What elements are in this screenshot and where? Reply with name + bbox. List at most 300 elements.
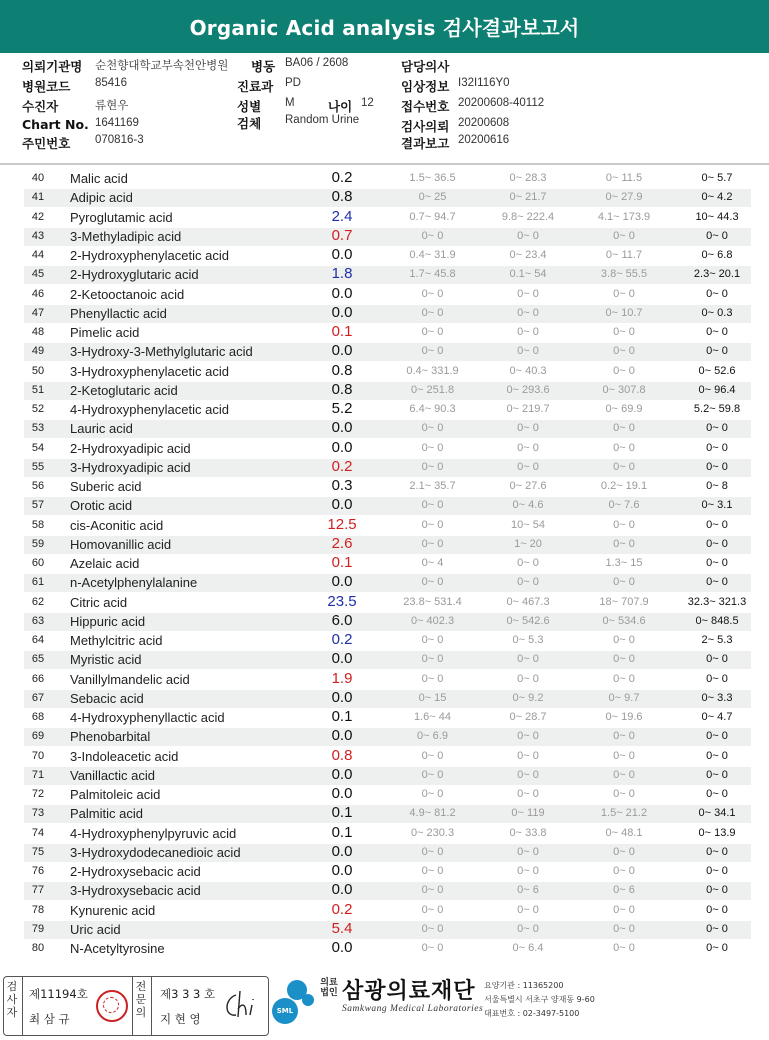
reference-range-2: 0~ 0 xyxy=(517,326,539,338)
reference-range-2: 0~ 0 xyxy=(517,653,539,666)
table-row xyxy=(0,902,769,921)
result-value: 0.0 xyxy=(331,688,353,706)
reference-range-1: 0~ 0 xyxy=(421,326,444,338)
reference-range-2: 0~ 23.4 xyxy=(509,249,547,261)
analyte-name: Hippuric acid xyxy=(70,613,146,629)
report-label: 결과보고 xyxy=(401,136,450,151)
analyte-name: Homovanillic acid xyxy=(70,536,172,552)
reference-range-1: 0~ 0 xyxy=(421,922,444,935)
reference-range-1: 0~ 0 xyxy=(421,653,444,666)
reference-range-4: 5.2~ 59.8 xyxy=(693,403,741,415)
sex-value: M xyxy=(285,97,295,109)
name-value: 류현우 xyxy=(95,100,129,112)
reference-range-1: 0~ 0 xyxy=(421,845,444,858)
reference-range-3: 0~ 0 xyxy=(613,845,635,858)
row-number: 42 xyxy=(31,210,45,223)
reference-range-3: 4.1~ 173.9 xyxy=(597,210,651,223)
table-row xyxy=(0,825,769,844)
table-row xyxy=(0,632,769,651)
reference-range-4: 0~ 5.7 xyxy=(701,172,733,184)
row-number: 49 xyxy=(31,345,45,358)
results-table xyxy=(0,170,769,959)
reference-range-2: 0~ 28.3 xyxy=(509,172,547,184)
reference-range-3: 0~ 0 xyxy=(613,922,635,935)
analyte-name: Azelaic acid xyxy=(70,556,140,571)
reference-range-2: 0~ 0 xyxy=(517,576,539,589)
analyte-name: 2-Ketoglutaric acid xyxy=(70,382,178,398)
analyte-name: 2-Hydroxysebacic acid xyxy=(70,864,201,879)
reference-range-1: 0~ 0 xyxy=(421,537,444,550)
table-row xyxy=(0,189,769,208)
reference-range-3: 0~ 27.9 xyxy=(605,191,643,204)
result-value: 0.0 xyxy=(331,842,353,860)
row-number: 53 xyxy=(31,422,45,435)
table-row xyxy=(0,247,769,266)
reference-range-3: 0.2~ 19.1 xyxy=(600,480,648,492)
reference-range-1: 0~ 6.9 xyxy=(417,730,448,743)
analyte-name: 3-Hydroxydodecanedioic acid xyxy=(70,844,241,860)
reference-range-4: 0~ 0 xyxy=(706,942,728,954)
reference-range-4: 0~ 0 xyxy=(706,865,728,877)
reference-range-3: 0~ 534.6 xyxy=(602,614,646,627)
reference-range-1: 0~ 0 xyxy=(421,518,444,531)
row-number: 64 xyxy=(31,634,45,646)
reference-range-4: 0~ 0 xyxy=(706,518,728,531)
row-number: 47 xyxy=(31,306,45,319)
reference-range-1: 0~ 0 xyxy=(421,460,444,473)
request-label: 검사의뢰 xyxy=(401,119,450,134)
reference-range-3: 0~ 9.7 xyxy=(608,691,640,704)
table-row xyxy=(0,613,769,632)
logo-text: SML xyxy=(276,1007,294,1015)
reference-range-3: 0~ 0 xyxy=(613,730,635,743)
row-number: 55 xyxy=(31,460,45,473)
table-row xyxy=(0,497,769,516)
result-value: 0.8 xyxy=(331,188,353,206)
table-row xyxy=(0,305,769,324)
analyte-name: 3-Hydroxysebacic acid xyxy=(70,883,201,899)
analyte-name: 3-Indoleacetic acid xyxy=(70,748,179,764)
table-row xyxy=(0,363,769,382)
reference-range-1: 0.4~ 31.9 xyxy=(409,249,456,261)
reference-range-1: 0~ 0 xyxy=(421,422,444,435)
result-value: 1.9 xyxy=(331,669,353,687)
request-value: 20200608 xyxy=(458,117,510,129)
reference-range-2: 0~ 4.6 xyxy=(512,499,544,512)
row-number: 69 xyxy=(31,730,45,743)
reference-range-1: 0~ 0 xyxy=(421,942,444,954)
row-number: 59 xyxy=(31,537,45,550)
analyte-name: Phenyllactic acid xyxy=(70,305,167,321)
reference-range-4: 0~ 0 xyxy=(706,903,728,916)
reference-range-2: 0~ 0 xyxy=(517,345,539,358)
doctor-label: 담당의사 xyxy=(401,59,450,74)
reference-range-3: 0~ 11.7 xyxy=(605,249,643,261)
analyte-name: Kynurenic acid xyxy=(70,902,156,918)
row-number: 41 xyxy=(31,191,45,204)
reference-range-4: 0~ 0 xyxy=(706,287,728,300)
result-value: 0.0 xyxy=(331,342,353,360)
table-row xyxy=(0,209,769,228)
table-row xyxy=(0,594,769,613)
reference-range-1: 1.6~ 44 xyxy=(413,711,451,723)
table-row xyxy=(0,420,769,439)
analyte-name: Palmitic acid xyxy=(70,806,143,822)
reference-range-3: 0~ 19.6 xyxy=(605,711,643,723)
divider xyxy=(151,977,152,1035)
analyte-name: Phenobarbital xyxy=(70,729,151,745)
reference-range-1: 0~ 402.3 xyxy=(410,614,455,627)
code-label: 병원코드 xyxy=(22,79,71,94)
reference-range-4: 0~ 0 xyxy=(706,557,728,569)
report-title: Organic Acid analysis 검사결과보고서 xyxy=(189,16,580,40)
report-title-bar xyxy=(0,0,769,53)
row-number: 52 xyxy=(31,403,45,415)
reference-range-4: 0~ 0 xyxy=(706,922,728,935)
result-value: 0.2 xyxy=(331,169,353,186)
specimen-label: 검체 xyxy=(237,116,262,131)
ward-label: 병동 xyxy=(251,59,276,74)
org-name: 삼광의료재단 xyxy=(342,979,476,1004)
result-value: 0.0 xyxy=(331,246,353,263)
row-number: 71 xyxy=(31,768,45,781)
analyte-name: Pimelic acid xyxy=(70,325,140,340)
reference-range-3: 0~ 11.5 xyxy=(605,172,643,184)
reference-range-2: 0~ 6.4 xyxy=(512,942,544,954)
examiner-seal xyxy=(96,990,128,1022)
result-value: 2.6 xyxy=(331,534,353,552)
reference-range-1: 0~ 0 xyxy=(421,306,444,319)
reference-range-4: 0~ 0 xyxy=(706,884,728,897)
reference-range-4: 0~ 0 xyxy=(706,441,728,454)
signature-box xyxy=(3,976,269,1036)
specialist-name: 지 현 영 xyxy=(160,1012,201,1026)
table-row xyxy=(0,228,769,247)
table-row xyxy=(0,555,769,574)
analyte-name: Pyroglutamic acid xyxy=(70,209,173,225)
reference-range-1: 0~ 230.3 xyxy=(410,826,455,839)
result-value: 0.0 xyxy=(331,727,353,745)
row-number: 50 xyxy=(31,364,45,377)
reference-range-4: 0~ 13.9 xyxy=(698,826,736,839)
analyte-name: Palmitoleic acid xyxy=(70,787,161,802)
org-info-phone: 대표번호 : 02-3497-5100 xyxy=(484,1009,580,1018)
table-row xyxy=(0,266,769,285)
analyte-name: Suberic acid xyxy=(70,479,142,494)
analyte-name: 3-Hydroxyadipic acid xyxy=(70,459,191,475)
reference-range-1: 0~ 0 xyxy=(421,576,444,589)
table-row xyxy=(0,574,769,593)
analyte-name: 2-Ketooctanoic acid xyxy=(70,286,185,302)
table-row xyxy=(0,324,769,343)
header-divider xyxy=(0,163,769,165)
analyte-name: Vanillactic acid xyxy=(70,767,156,783)
dept-value: PD xyxy=(285,77,301,89)
result-value: 12.5 xyxy=(327,515,357,533)
result-value: 0.0 xyxy=(331,785,353,802)
reference-range-2: 0~ 219.7 xyxy=(506,403,550,415)
reference-range-1: 23.8~ 531.4 xyxy=(403,595,462,608)
reference-range-2: 0~ 6 xyxy=(517,884,539,897)
result-value: 0.0 xyxy=(331,650,353,668)
reference-range-1: 1.7~ 45.8 xyxy=(409,268,456,281)
row-number: 44 xyxy=(31,249,45,261)
reference-range-3: 0~ 307.8 xyxy=(602,383,646,396)
table-row xyxy=(0,671,769,690)
result-value: 0.0 xyxy=(331,496,353,514)
analyte-name: Uric acid xyxy=(70,921,121,937)
ward-value: BA06 / 2608 xyxy=(285,57,349,69)
reference-range-4: 0~ 0 xyxy=(706,768,728,781)
analyte-name: Vanillylmandelic acid xyxy=(70,671,190,687)
result-value: 0.0 xyxy=(331,862,353,879)
row-number: 76 xyxy=(31,865,45,877)
row-number: 48 xyxy=(31,326,45,338)
reference-range-1: 0~ 0 xyxy=(421,345,444,358)
specialist-signature xyxy=(222,987,262,1023)
reference-range-3: 1.5~ 21.2 xyxy=(600,807,648,820)
reference-range-2: 0~ 21.7 xyxy=(509,191,547,204)
reference-range-2: 0~ 0 xyxy=(517,460,539,473)
result-value: 5.2 xyxy=(331,400,353,417)
chart-value: 1641169 xyxy=(95,117,139,129)
reference-range-2: 0~ 0 xyxy=(517,229,539,242)
result-value: 0.3 xyxy=(331,477,353,494)
reference-range-3: 0~ 0 xyxy=(613,865,635,877)
table-row xyxy=(0,382,769,401)
result-value: 0.0 xyxy=(331,939,353,956)
reference-range-3: 0~ 0 xyxy=(613,326,635,338)
reference-range-1: 0~ 0 xyxy=(421,287,444,300)
table-row xyxy=(0,517,769,536)
analyte-name: 4-Hydroxyphenylpyruvic acid xyxy=(70,825,237,841)
row-number: 74 xyxy=(31,826,45,839)
result-value: 0.2 xyxy=(331,900,353,918)
row-number: 67 xyxy=(31,691,45,704)
row-number: 46 xyxy=(31,287,45,300)
row-number: 75 xyxy=(31,845,45,858)
clinical-label: 임상정보 xyxy=(401,79,450,94)
reference-range-2: 9.8~ 222.4 xyxy=(501,210,555,223)
analyte-name: 2-Hydroxyphenylacetic acid xyxy=(70,248,229,263)
reference-range-4: 0~ 8 xyxy=(706,480,728,492)
reference-range-4: 0~ 0 xyxy=(706,229,728,242)
row-number: 62 xyxy=(31,595,45,608)
row-number: 78 xyxy=(31,903,45,916)
reference-range-4: 0~ 34.1 xyxy=(698,807,736,820)
reference-range-4: 0~ 0 xyxy=(706,460,728,473)
table-row xyxy=(0,651,769,670)
reference-range-3: 0~ 0 xyxy=(613,942,635,954)
reference-range-2: 10~ 54 xyxy=(511,518,545,531)
table-row xyxy=(0,401,769,420)
reference-range-3: 0~ 0 xyxy=(613,364,635,377)
result-value: 6.0 xyxy=(331,611,353,629)
result-value: 0.1 xyxy=(331,804,353,822)
result-value: 0.1 xyxy=(331,323,353,340)
reference-range-1: 0~ 0 xyxy=(421,441,444,454)
reference-range-4: 0~ 0 xyxy=(706,576,728,589)
reference-range-4: 0~ 0 xyxy=(706,326,728,338)
analyte-name: 4-Hydroxyphenyllactic acid xyxy=(70,710,225,725)
reference-range-3: 0~ 0 xyxy=(613,422,635,435)
receipt-label: 접수번호 xyxy=(401,99,450,114)
row-number: 43 xyxy=(31,229,45,242)
row-number: 66 xyxy=(31,672,45,685)
reference-range-2: 0~ 293.6 xyxy=(506,383,550,396)
reference-range-3: 0~ 0 xyxy=(613,903,635,916)
table-row xyxy=(0,921,769,940)
hospital-value: 순천향대학교부속천안병원 xyxy=(95,60,229,72)
row-number: 68 xyxy=(31,711,45,723)
reference-range-4: 0~ 52.6 xyxy=(698,364,736,377)
table-row xyxy=(0,748,769,767)
table-row xyxy=(0,478,769,497)
reference-range-2: 0~ 0 xyxy=(517,557,539,569)
table-row xyxy=(0,728,769,747)
reference-range-2: 0.1~ 54 xyxy=(509,268,547,281)
reference-range-2: 0~ 0 xyxy=(517,749,539,762)
result-value: 0.0 xyxy=(331,419,353,437)
analyte-name: 3-Methyladipic acid xyxy=(70,228,182,244)
reference-range-1: 2.1~ 35.7 xyxy=(409,480,456,492)
reference-range-3: 0~ 0 xyxy=(613,634,635,646)
reference-range-1: 0.7~ 94.7 xyxy=(409,210,456,223)
reference-range-3: 0~ 0 xyxy=(613,653,635,666)
reference-range-1: 4.9~ 81.2 xyxy=(409,807,456,820)
reference-range-2: 0~ 119 xyxy=(511,807,545,820)
examiner-name: 최 삼 규 xyxy=(29,1012,70,1026)
row-number: 80 xyxy=(31,942,45,954)
report-footer xyxy=(0,970,769,1040)
receipt-value: 20200608-40112 xyxy=(458,97,545,109)
reference-range-4: 0~ 0 xyxy=(706,788,728,800)
reference-range-1: 0~ 0 xyxy=(421,672,444,685)
reference-range-4: 0~ 4.7 xyxy=(701,711,733,723)
row-number: 58 xyxy=(31,518,45,531)
reference-range-4: 0~ 6.8 xyxy=(701,249,733,261)
result-value: 1.8 xyxy=(331,265,353,283)
reference-range-3: 0~ 0 xyxy=(613,749,635,762)
result-value: 0.2 xyxy=(331,457,353,475)
reference-range-4: 0~ 3.1 xyxy=(701,499,733,512)
row-number: 56 xyxy=(31,480,45,492)
table-row xyxy=(0,940,769,959)
reference-range-4: 0~ 4.2 xyxy=(701,191,733,204)
reference-range-3: 0~ 0 xyxy=(613,518,635,531)
analyte-name: N-Acetyltyrosine xyxy=(70,941,165,956)
reference-range-2: 0~ 0 xyxy=(517,845,539,858)
org-info-code: 요양기관 : 11365200 xyxy=(484,981,564,990)
row-number: 45 xyxy=(31,268,45,281)
reference-range-1: 0~ 0 xyxy=(421,884,444,897)
result-value: 0.1 xyxy=(331,554,353,571)
result-value: 0.0 xyxy=(331,438,353,456)
org-english-name: Samkwang Medical Laboratories xyxy=(342,1004,484,1014)
analyte-name: Citric acid xyxy=(70,594,128,610)
reference-range-4: 0~ 3.3 xyxy=(701,691,733,704)
reference-range-3: 0~ 0 xyxy=(613,672,635,685)
row-number: 70 xyxy=(31,749,45,762)
row-number: 73 xyxy=(31,807,45,820)
reference-range-3: 0~ 0 xyxy=(613,460,635,473)
reference-range-1: 6.4~ 90.3 xyxy=(409,403,456,415)
patient-info xyxy=(0,53,769,165)
table-row xyxy=(0,690,769,709)
reference-range-1: 0~ 0 xyxy=(421,749,444,762)
row-number: 65 xyxy=(31,653,45,666)
analyte-name: cis-Aconitic acid xyxy=(70,517,164,533)
analyte-name: Methylcitric acid xyxy=(70,633,163,648)
row-number: 51 xyxy=(31,383,45,396)
analyte-name: Malic acid xyxy=(70,171,128,186)
table-row xyxy=(0,844,769,863)
result-value: 0.8 xyxy=(331,361,353,379)
reference-range-1: 0~ 0 xyxy=(421,768,444,781)
analyte-name: Adipic acid xyxy=(70,190,133,206)
ssn-value: 070816-3 xyxy=(95,134,144,146)
divider xyxy=(22,977,23,1035)
sex-label: 성별 xyxy=(237,99,262,114)
result-value: 0.2 xyxy=(331,631,353,648)
result-value: 0.1 xyxy=(331,823,353,841)
table-row xyxy=(0,286,769,305)
reference-range-3: 0~ 0 xyxy=(613,576,635,589)
reference-range-2: 0~ 0 xyxy=(517,441,539,454)
divider xyxy=(132,977,133,1035)
reference-range-4: 0~ 0 xyxy=(706,537,728,550)
reference-range-4: 0~ 848.5 xyxy=(695,614,739,627)
row-number: 57 xyxy=(31,499,45,512)
analyte-name: 3-Hydroxy-3-Methylglutaric acid xyxy=(70,344,253,360)
table-row xyxy=(0,805,769,824)
analyte-name: 2-Hydroxyadipic acid xyxy=(70,440,191,456)
reference-range-4: 0~ 0 xyxy=(706,845,728,858)
reference-range-1: 0~ 251.8 xyxy=(410,383,455,396)
reference-range-2: 0~ 9.2 xyxy=(512,691,544,704)
reference-range-2: 0~ 0 xyxy=(517,306,539,319)
reference-range-2: 1~ 20 xyxy=(514,537,542,550)
reference-range-3: 0~ 7.6 xyxy=(608,499,640,512)
specimen-value: Random Urine xyxy=(285,114,360,126)
age-value: 12 xyxy=(361,97,374,109)
reference-range-1: 0~ 0 xyxy=(421,865,444,877)
org-info-address: 서울특별시 서초구 양재동 9-60 xyxy=(484,995,595,1004)
reference-range-4: 0~ 0 xyxy=(706,345,728,358)
row-number: 61 xyxy=(31,576,45,589)
reference-range-4: 0~ 96.4 xyxy=(698,383,736,396)
reference-range-1: 1.5~ 36.5 xyxy=(409,172,456,184)
table-row xyxy=(0,786,769,805)
reference-range-1: 0~ 0 xyxy=(421,499,444,512)
reference-range-3: 0~ 6 xyxy=(613,884,635,897)
table-row xyxy=(0,170,769,189)
row-number: 54 xyxy=(31,441,45,454)
table-row xyxy=(0,536,769,555)
reference-range-1: 0~ 25 xyxy=(418,191,447,204)
result-value: 2.4 xyxy=(331,207,353,225)
name-label: 수진자 xyxy=(22,99,59,114)
row-number: 77 xyxy=(31,884,45,897)
reference-range-2: 0~ 0 xyxy=(517,865,539,877)
reference-range-1: 0~ 0 xyxy=(421,788,444,800)
table-row xyxy=(0,440,769,459)
reference-range-3: 1.3~ 15 xyxy=(605,557,643,569)
reference-range-3: 0~ 0 xyxy=(613,768,635,781)
analyte-name: Lauric acid xyxy=(70,421,133,437)
code-value: 85416 xyxy=(95,77,127,89)
reference-range-2: 0~ 0 xyxy=(517,287,539,300)
